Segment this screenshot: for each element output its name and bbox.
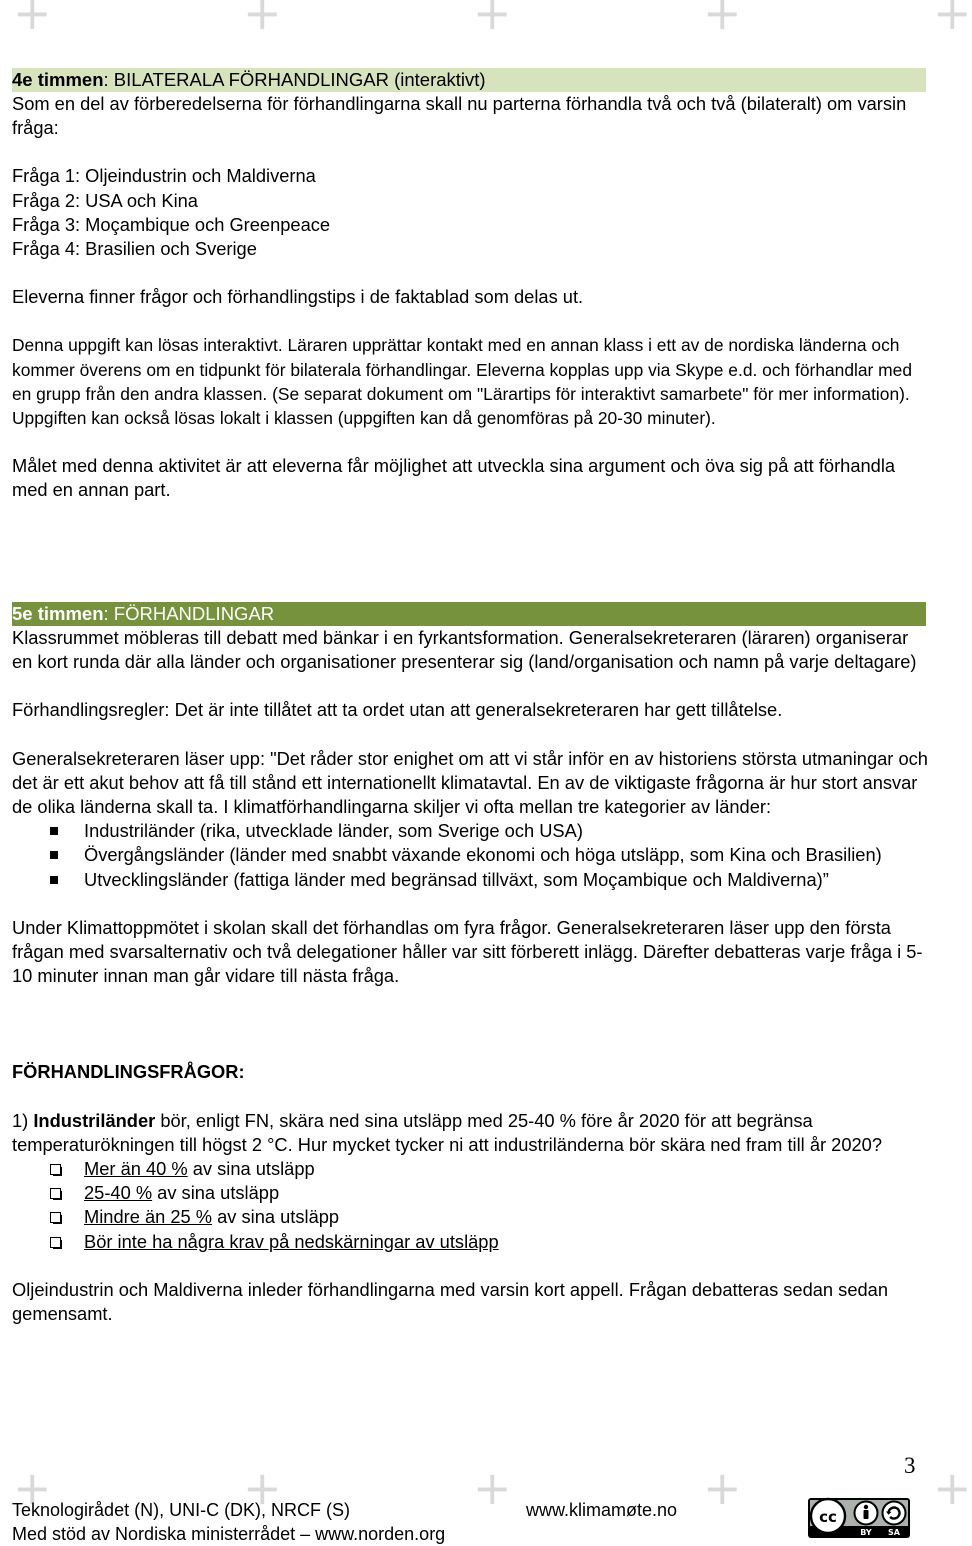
section-5-body [12, 626, 928, 1326]
cross-mark: + [703, 0, 742, 40]
checkbox-icon[interactable] [50, 1212, 61, 1223]
checkbox-icon[interactable] [50, 1188, 61, 1199]
cross-mark: + [473, 1461, 512, 1515]
page-number: 3 [904, 1453, 916, 1478]
question-pair: Fråga 4: Brasilien och Sverige [12, 238, 257, 260]
classroom-setup: Klassrummet möbleras till debatt med bänkar i en fyrkantsformation. Generalsekreteraren (läraren) organiserar en kort runda där alla länder och organisationer presenterar sig (land/organisation och namn på varje deltagare) [12, 627, 917, 673]
svg-text:BY: BY [860, 1528, 872, 1537]
list-item: Industriländer (rika, utvecklade länder, som Sverige och USA) [12, 819, 928, 843]
cross-mark: + [933, 0, 972, 40]
question-pair: Fråga 1: Oljeindustrin och Maldiverna [12, 165, 316, 187]
cross-mark: + [243, 0, 282, 40]
list-item: Utvecklingsländer (fattiga länder med begränsad tillväxt, som Moçambique och Maldiverna)” [12, 868, 928, 892]
footer-support: Med stöd av Nordiska ministerrådet – www.norden.org [12, 1524, 446, 1544]
questions-heading: FÖRHANDLINGSFRÅGOR: [12, 1061, 245, 1083]
activity-goal: Målet med denna aktivitet är att eleverna får möjlighet att utveckla sina argument och öva sig på att förhandla med en annan part. [12, 455, 896, 501]
cross-mark: + [13, 1461, 52, 1515]
section-4-header: 4e timmen: BILATERALA FÖRHANDLINGAR (interaktivt) [12, 68, 926, 92]
question-pair: Fråga 2: USA och Kina [12, 189, 198, 211]
list-item: Övergångsländer (länder med snabbt växande ekonomi och höga utsläpp, som Kina och Brasilien) [12, 843, 928, 867]
section-4-intro: Som en del av förberedelserna för förhandlingarna skall nu parterna förhandla två och två (bilateralt) om varsin fråga: [12, 93, 907, 139]
answer-option[interactable]: Mer än 40 % av sina utsläpp [12, 1157, 928, 1181]
country-categories [12, 819, 928, 892]
answer-option[interactable]: Bör inte ha några krav på nedskärningar av utsläpp [12, 1230, 928, 1254]
fact-sheet-note: Eleverna finner frågor och förhandlingstips i de faktablad som delas ut. [12, 286, 584, 308]
cross-mark: + [703, 1461, 742, 1515]
checkbox-icon[interactable] [50, 1237, 61, 1248]
question-pair: Fråga 3: Moçambique och Greenpeace [12, 213, 331, 235]
answer-option[interactable]: 25-40 % av sina utsläpp [12, 1181, 928, 1205]
cross-mark: + [933, 1461, 972, 1515]
answer-option[interactable]: Mindre än 25 % av sina utsläpp [12, 1205, 928, 1229]
bullet-icon [50, 851, 58, 859]
answer-options [12, 1157, 928, 1254]
checkbox-icon[interactable] [50, 1164, 61, 1175]
closing-note: Oljeindustrin och Maldiverna inleder förhandlingarna med varsin kort appell. Frågan debatteras sedan sedan gemensamt. [12, 1278, 888, 1325]
footer-orgs: Teknologirådet (N), UNI-C (DK), NRCF (S) [12, 1500, 351, 1520]
cross-mark: + [473, 0, 512, 40]
cc-license-icon [808, 1498, 910, 1538]
question-1: 1) Industriländer bör, enligt FN, skära ned sina utsläpp med 25-40 % före år 2020 för att begränsa temperaturökningen till högst 2 °C. Hur mycket tycker ni att industriländerna bör skära ned fram till år 2020? [12, 1109, 882, 1155]
bullet-icon [50, 876, 58, 884]
bullet-icon [50, 827, 58, 835]
svg-text:SA: SA [888, 1528, 900, 1537]
interactive-note: Denna uppgift kan lösas interaktivt. Läraren upprättar kontakt med en annan klass i ett av de nordiska länderna och kommer överens om en tidpunkt för bilaterala förhandlingar. Eleverna kopplas upp via Skype e.d. och förhandlar med en grupp från den andra klassen. (Se separat dokument om "Lärartips för interaktivt samarbete" för mer information). Uppgiften kan också lösas lokalt i klassen (uppgiften kan då genomföras på 20-30 minuter). [12, 335, 912, 429]
section-5-header: 5e timmen: FÖRHANDLINGAR [12, 602, 926, 626]
cross-mark: + [13, 0, 52, 40]
section-4-body [12, 92, 928, 503]
secretary-general-speech: Generalsekreteraren läser upp: "Det råder stor enighet om att vi står inför en av historiens största utmaningar och det är ett akut behov att få till stånd ett internationellt klimatavtal. En av de viktigaste frågorna är hur stort ansvar de olika länderna skall ta. I klimatförhandlingarna skiljer vi ofta mellan tre kategorier av länder: [12, 747, 928, 818]
svg-text:cc: cc [819, 1508, 837, 1526]
summit-description: Under Klimattoppmötet i skolan skall det förhandlas om fyra frågor. Generalsekreteraren läser upp den första frågan med svarsalternativ och två delegationer håller var sitt förberett inlägg. Därefter debatteras varje fråga i 5-10 minuter innan man går vidare till nästa fråga. [12, 916, 923, 987]
cross-mark: + [243, 1461, 282, 1515]
negotiation-rules: Förhandlingsregler: Det är inte tillåtet att ta ordet utan att generalsekreteraren har gett tillåtelse. [12, 699, 783, 721]
footer-website-link[interactable]: www.klimamøte.no [526, 1500, 678, 1520]
